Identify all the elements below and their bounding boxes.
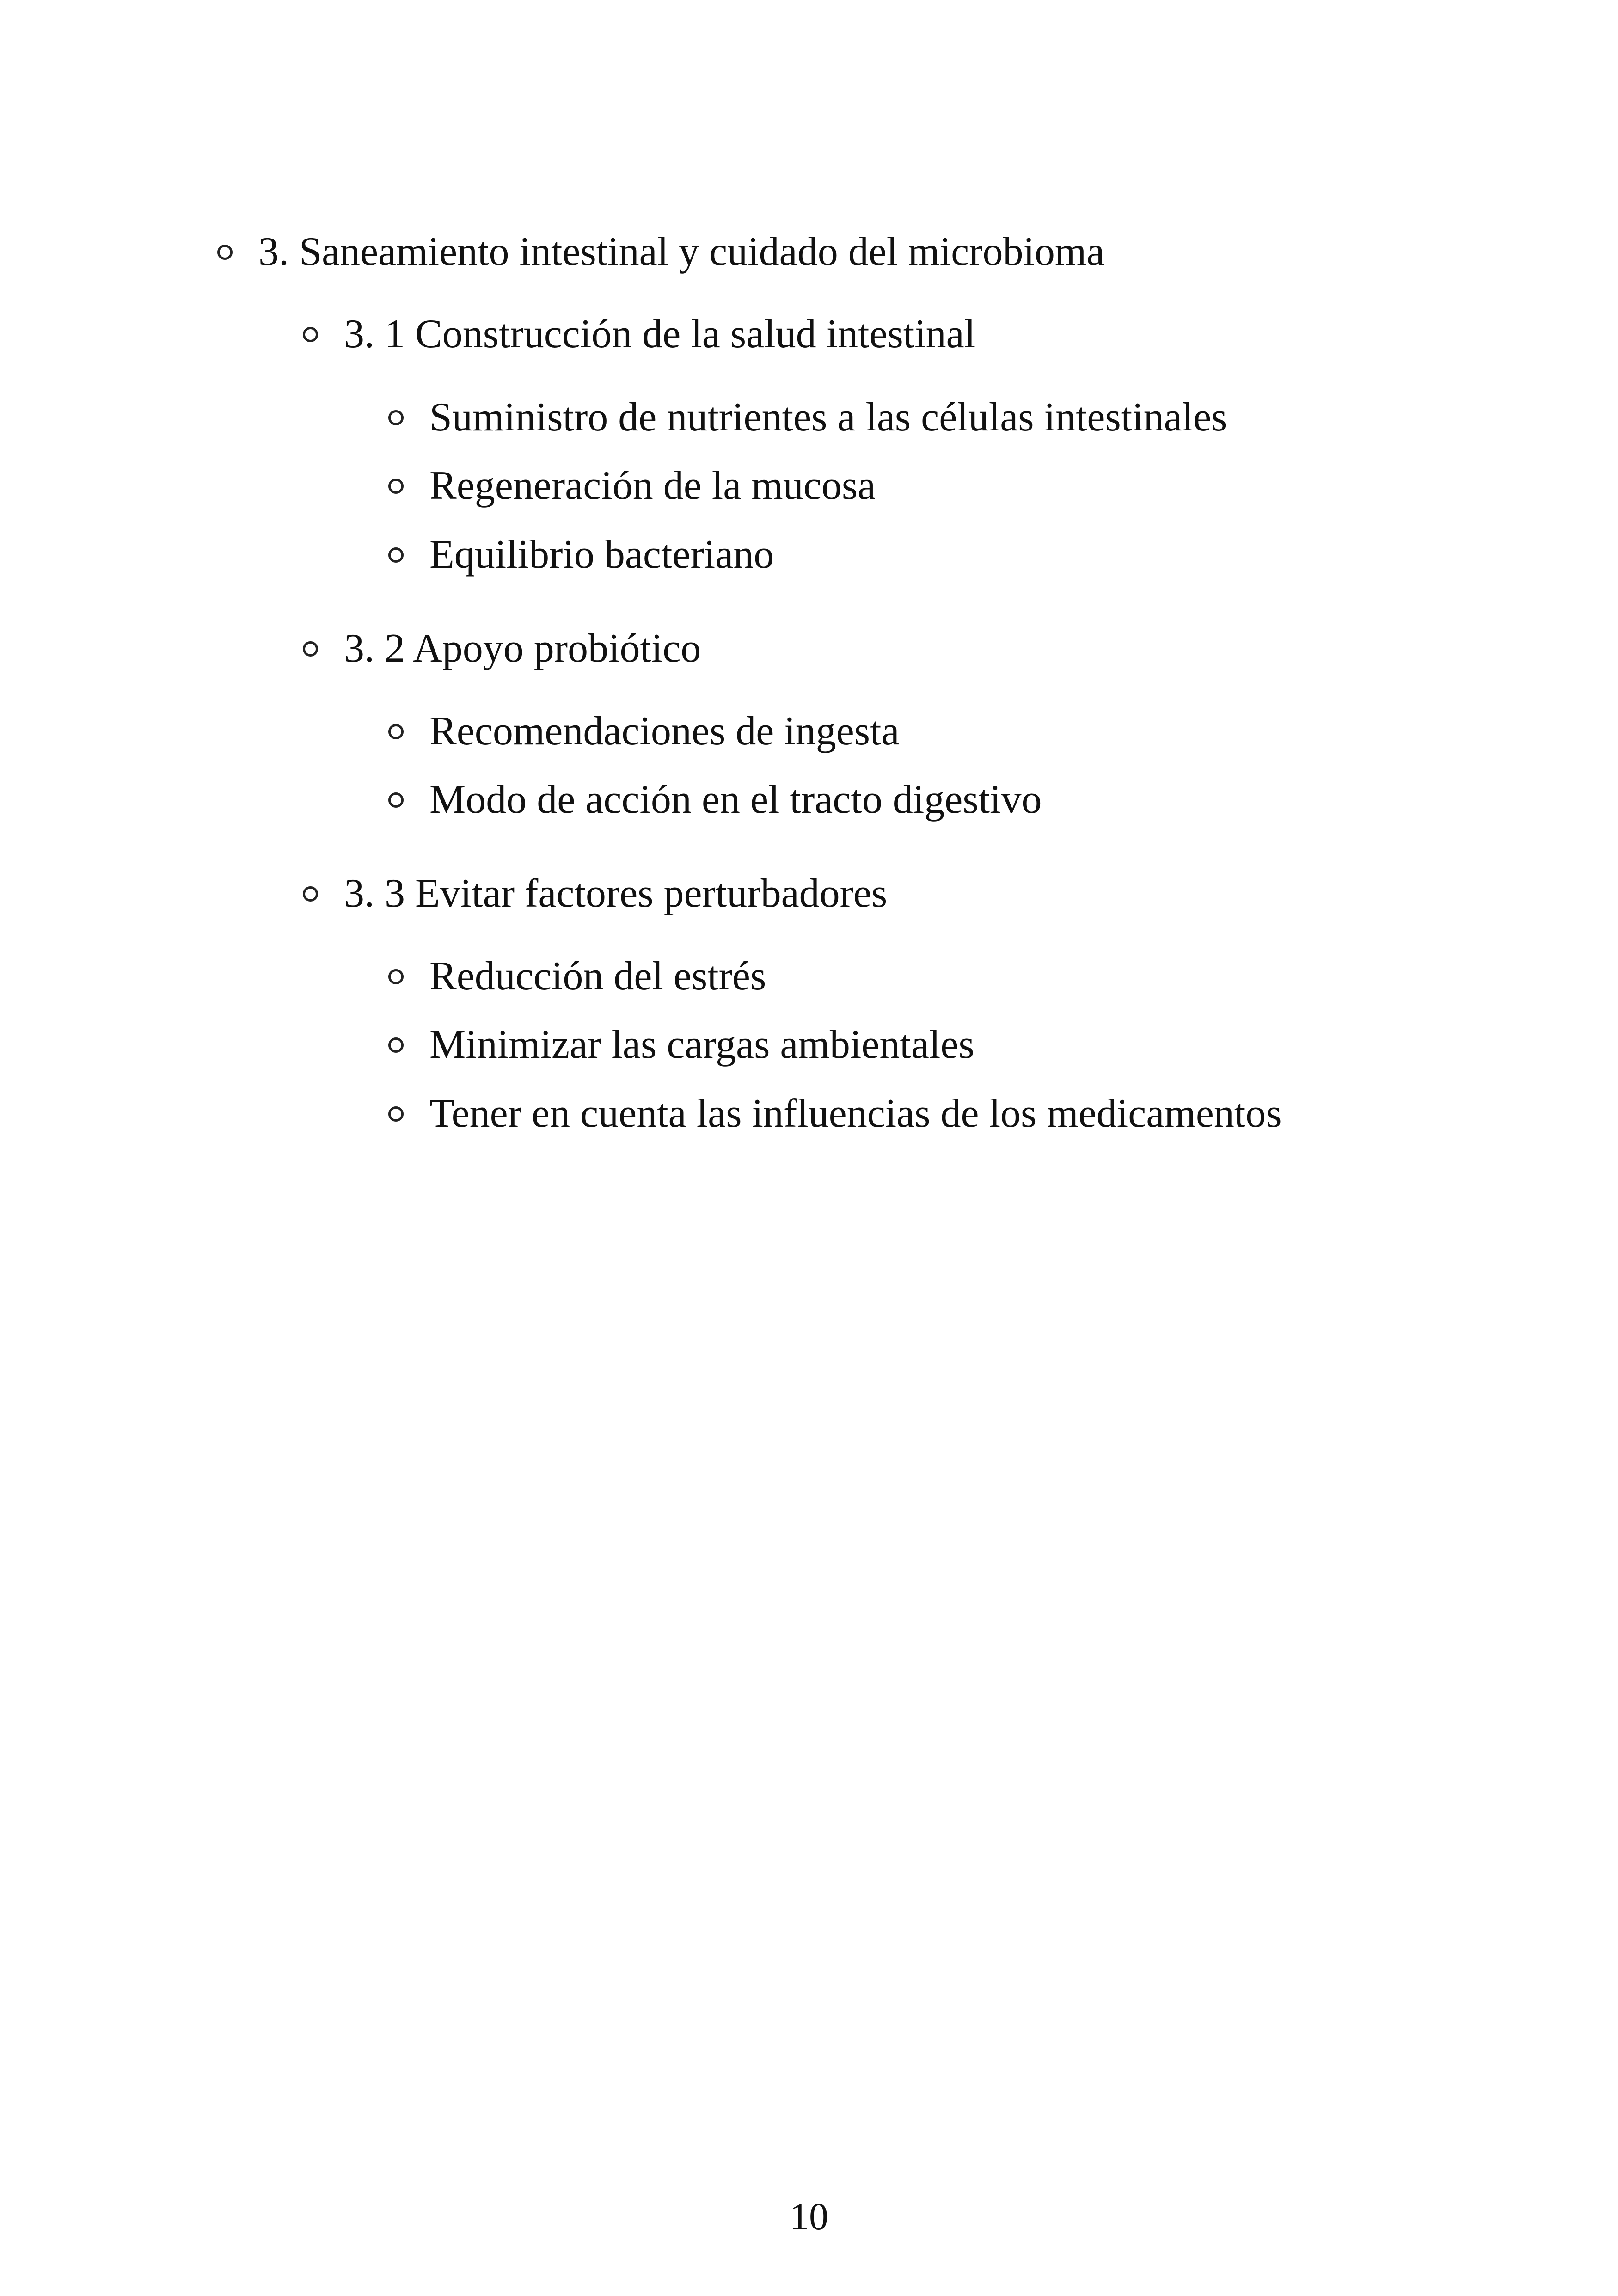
outline-list-item xyxy=(388,1019,974,1070)
outline-list-item xyxy=(388,392,1227,443)
list-item-text: Equilibrio bacteriano xyxy=(429,532,774,577)
list-item-text: Regeneración de la mucosa xyxy=(429,463,876,508)
outline-section-heading xyxy=(217,227,1104,277)
subsection-title: 3. 1 Construcción de la salud intestinal xyxy=(344,312,976,356)
hollow-bullet-icon xyxy=(388,792,404,808)
hollow-bullet-icon xyxy=(303,886,318,902)
outline-list-item xyxy=(388,951,766,1002)
hollow-bullet-icon xyxy=(388,1106,404,1122)
outline-subsection-heading xyxy=(303,623,701,674)
hollow-bullet-icon xyxy=(388,969,404,984)
subsection-title: 3. 3 Evitar factores perturbadores xyxy=(344,871,888,916)
hollow-bullet-icon xyxy=(388,410,404,425)
subsection-title: 3. 2 Apoyo probiótico xyxy=(344,626,701,671)
outline-subsection-heading xyxy=(303,309,975,360)
list-item-text: Modo de acción en el tracto digestivo xyxy=(429,777,1042,822)
outline-list-item xyxy=(388,774,1042,825)
hollow-bullet-icon xyxy=(388,479,404,494)
list-item-text: Suministro de nutrientes a las células intestinales xyxy=(429,395,1227,440)
hollow-bullet-icon xyxy=(217,245,233,260)
list-item-text: Reducción del estrés xyxy=(429,954,766,999)
hollow-bullet-icon xyxy=(303,641,318,657)
outline-list-item xyxy=(388,1088,1282,1139)
outline-list-item xyxy=(388,529,774,580)
page-number: 10 xyxy=(790,2195,828,2238)
hollow-bullet-icon xyxy=(388,724,404,739)
outline-list-item xyxy=(388,706,900,757)
hollow-bullet-icon xyxy=(303,327,318,342)
list-item-text: Tener en cuenta las influencias de los medicamentos xyxy=(429,1091,1282,1136)
outline-list-item xyxy=(388,460,876,511)
outline-subsection-heading xyxy=(303,868,887,919)
hollow-bullet-icon xyxy=(388,1037,404,1053)
section-title: 3. Saneamiento intestinal y cuidado del microbioma xyxy=(258,229,1105,274)
hollow-bullet-icon xyxy=(388,547,404,563)
list-item-text: Recomendaciones de ingesta xyxy=(429,709,900,754)
list-item-text: Minimizar las cargas ambientales xyxy=(429,1022,974,1067)
